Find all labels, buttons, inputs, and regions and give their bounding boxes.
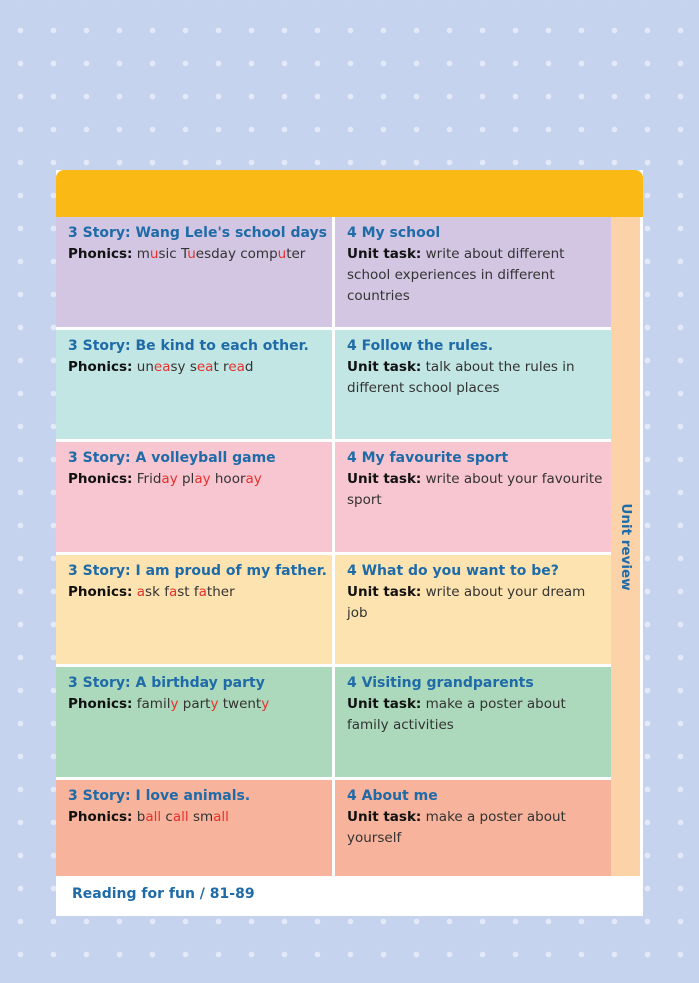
phonics-word bbox=[215, 471, 262, 487]
unit-task-text: write about your dream job bbox=[347, 583, 586, 621]
story-cell bbox=[56, 555, 332, 665]
phonics-word bbox=[190, 359, 219, 375]
phonics-segment: m bbox=[136, 246, 150, 262]
unit-task-line bbox=[347, 469, 603, 511]
story-title: 3 Story: Be kind to each other. bbox=[68, 337, 309, 354]
phonics-highlight: ea bbox=[196, 358, 214, 375]
header-bar bbox=[56, 170, 643, 217]
phonics-highlight: ay bbox=[245, 471, 262, 487]
phonics-segment: part bbox=[182, 696, 211, 712]
phonics-highlight: y bbox=[210, 696, 219, 712]
unit-task-line bbox=[347, 582, 603, 624]
unit-task-label: Unit task: bbox=[347, 246, 422, 262]
phonics-label: Phonics: bbox=[68, 583, 133, 600]
phonics-segment: d bbox=[244, 358, 254, 375]
unit-task-line bbox=[347, 694, 603, 736]
phonics-segment: famil bbox=[136, 696, 171, 712]
phonics-word bbox=[181, 246, 236, 262]
phonics-segment: T bbox=[181, 246, 188, 262]
phonics-word bbox=[137, 809, 161, 825]
unit-task-line bbox=[347, 244, 603, 307]
unit-cell bbox=[335, 442, 611, 552]
phonics-word bbox=[183, 696, 219, 712]
phonics-word bbox=[137, 584, 160, 600]
story-title: 3 Story: I am proud of my father. bbox=[68, 562, 327, 579]
story-title: 3 Story: A volleyball game bbox=[68, 450, 276, 466]
unit-title: 4 My favourite sport bbox=[347, 450, 509, 466]
phonics-highlight: ea bbox=[228, 358, 245, 375]
phonics-segment: sic bbox=[158, 246, 177, 262]
phonics-segment: s bbox=[189, 358, 197, 375]
unit-task-label: Unit task: bbox=[347, 358, 422, 375]
phonics-word bbox=[137, 359, 186, 375]
story-title: 3 Story: I love animals. bbox=[68, 787, 251, 804]
unit-task-text: make a poster about yourself bbox=[347, 808, 566, 846]
unit-review-label: Unit review bbox=[617, 502, 634, 591]
unit-task-line bbox=[347, 807, 603, 849]
footer-reading-for-fun: Reading for fun / 81-89 bbox=[72, 886, 255, 902]
phonics-line bbox=[68, 357, 324, 378]
phonics-segment: hoor bbox=[214, 471, 246, 487]
unit-task-text: write about your favourite sport bbox=[347, 471, 603, 508]
phonics-word bbox=[240, 246, 305, 262]
story-title: 3 Story: A birthday party bbox=[68, 675, 265, 691]
phonics-segment: ter bbox=[286, 246, 306, 262]
unit-task-line bbox=[347, 357, 603, 399]
phonics-highlight: y bbox=[170, 696, 179, 712]
story-title: 3 Story: Wang Lele's school days bbox=[68, 225, 327, 241]
phonics-word bbox=[223, 359, 253, 375]
phonics-segment: f bbox=[193, 583, 199, 600]
phonics-highlight: all bbox=[172, 808, 189, 825]
phonics-word bbox=[164, 584, 189, 600]
phonics-segment: ther bbox=[206, 583, 235, 600]
phonics-highlight: a bbox=[198, 583, 207, 600]
phonics-word bbox=[223, 696, 270, 712]
phonics-segment: f bbox=[164, 583, 169, 600]
phonics-word bbox=[137, 696, 179, 712]
story-cell bbox=[56, 330, 332, 440]
phonics-word bbox=[194, 584, 235, 600]
phonics-word bbox=[182, 471, 211, 487]
phonics-label: Phonics: bbox=[68, 246, 133, 262]
phonics-segment: t bbox=[213, 358, 219, 375]
phonics-highlight: all bbox=[145, 808, 162, 825]
unit-cell bbox=[335, 555, 611, 665]
unit-title: 4 Follow the rules. bbox=[347, 337, 494, 354]
phonics-highlight: all bbox=[213, 808, 229, 825]
phonics-highlight: a bbox=[136, 583, 146, 600]
phonics-highlight: u bbox=[187, 246, 196, 262]
phonics-highlight: ea bbox=[153, 358, 171, 375]
phonics-word bbox=[137, 471, 178, 487]
phonics-highlight: ay bbox=[194, 471, 211, 487]
phonics-word bbox=[137, 246, 177, 262]
unit-title: 4 Visiting grandparents bbox=[347, 675, 534, 691]
story-cell bbox=[56, 442, 332, 552]
phonics-word bbox=[165, 809, 188, 825]
phonics-label: Phonics: bbox=[68, 808, 133, 825]
unit-cell bbox=[335, 217, 611, 327]
phonics-label: Phonics: bbox=[68, 696, 133, 712]
unit-task-text: make a poster about family activities bbox=[347, 696, 566, 733]
phonics-segment: sy bbox=[170, 358, 186, 375]
unit-task-label: Unit task: bbox=[347, 808, 422, 825]
unit-review-strip bbox=[611, 217, 640, 876]
phonics-line bbox=[68, 244, 324, 265]
unit-task-text: talk about the rules in different school places bbox=[347, 358, 575, 396]
story-cell bbox=[56, 217, 332, 327]
phonics-segment: c bbox=[165, 808, 173, 825]
unit-cell bbox=[335, 780, 611, 876]
unit-task-label: Unit task: bbox=[347, 471, 422, 487]
phonics-highlight: u bbox=[149, 246, 159, 262]
phonics-segment: sk bbox=[145, 583, 160, 600]
phonics-line bbox=[68, 469, 324, 490]
phonics-segment: sm bbox=[192, 808, 214, 825]
phonics-label: Phonics: bbox=[68, 358, 133, 375]
phonics-highlight: ay bbox=[161, 471, 178, 487]
phonics-segment: r bbox=[223, 358, 229, 375]
phonics-segment: un bbox=[136, 358, 154, 375]
phonics-line bbox=[68, 582, 324, 603]
unit-cell bbox=[335, 667, 611, 777]
phonics-segment: pl bbox=[181, 471, 195, 487]
phonics-word bbox=[193, 809, 229, 825]
contents-card bbox=[56, 170, 643, 916]
unit-task-label: Unit task: bbox=[347, 583, 422, 600]
phonics-label: Phonics: bbox=[68, 471, 133, 487]
phonics-highlight: y bbox=[261, 696, 270, 712]
story-cell bbox=[56, 667, 332, 777]
phonics-highlight: u bbox=[277, 246, 287, 262]
phonics-highlight: a bbox=[168, 583, 178, 600]
phonics-segment: comp bbox=[240, 246, 278, 262]
unit-title: 4 My school bbox=[347, 225, 441, 241]
unit-title: 4 What do you want to be? bbox=[347, 562, 559, 579]
contents-grid bbox=[56, 217, 611, 876]
unit-task-label: Unit task: bbox=[347, 696, 422, 712]
phonics-segment: Frid bbox=[136, 471, 162, 487]
phonics-line bbox=[68, 694, 324, 715]
phonics-segment: st bbox=[177, 583, 190, 600]
phonics-line bbox=[68, 807, 324, 828]
unit-task-text: write about different school experiences in different countries bbox=[347, 246, 565, 304]
unit-title: 4 About me bbox=[347, 787, 438, 804]
story-cell bbox=[56, 780, 332, 876]
phonics-segment: twent bbox=[222, 696, 262, 712]
phonics-segment: b bbox=[136, 808, 146, 825]
unit-cell bbox=[335, 330, 611, 440]
phonics-segment: esday bbox=[195, 246, 236, 262]
